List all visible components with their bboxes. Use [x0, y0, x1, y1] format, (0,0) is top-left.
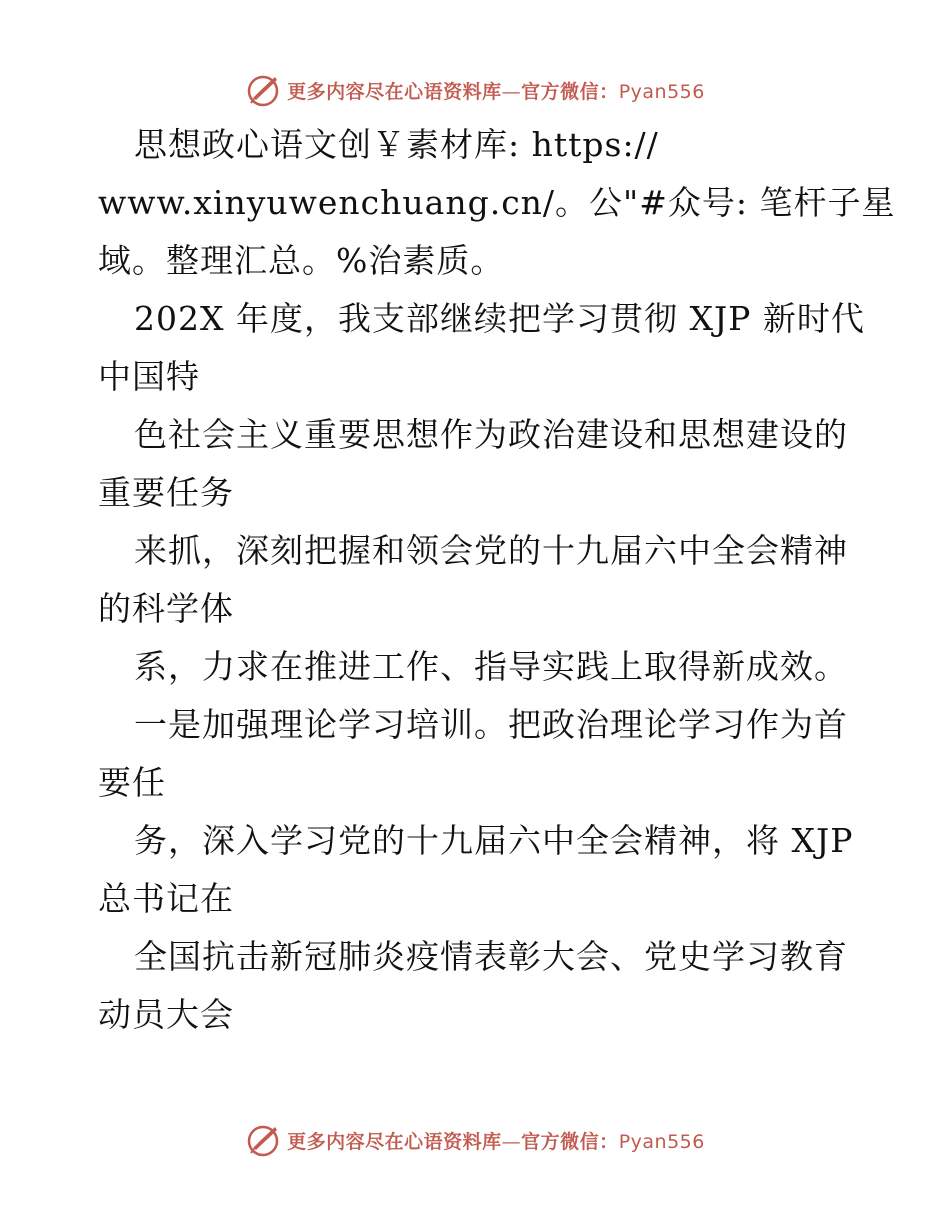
document-body	[98, 116, 896, 1044]
footer-banner	[0, 1120, 950, 1160]
banner-wechat-label: 官方微信：	[521, 80, 619, 103]
banner-wechat-id: Pyan556	[618, 80, 705, 103]
text-line: 色社会主义重要思想作为政治建设和思想建设的	[134, 415, 848, 454]
banner-main-text: 更多内容尽在心语资料库	[287, 1130, 502, 1153]
banner-wechat-id: Pyan556	[618, 1130, 705, 1153]
banner-dash: —	[501, 80, 522, 103]
text-line: 的科学体	[98, 589, 234, 628]
text-line: www.xinyuwenchuang.cn/。公"#众号: 笔杆子星	[98, 183, 896, 222]
text-line: 中国特	[98, 357, 200, 396]
text-line: 一是加强理论学习培训。把政治理论学习作为首	[134, 705, 848, 744]
header-banner	[0, 70, 950, 110]
text-line: 全国抗击新冠肺炎疫情表彰大会、党史学习教育	[134, 937, 848, 976]
text-line: 总书记在	[98, 879, 234, 918]
text-line: 重要任务	[98, 473, 234, 512]
banner-wechat-label: 官方微信：	[521, 1130, 619, 1153]
text-line: 系，力求在推进工作、指导实践上取得新成效。	[134, 647, 848, 686]
quill-pen-logo-icon	[245, 72, 281, 108]
banner-dash: —	[501, 1130, 522, 1153]
text-line: 动员大会	[98, 995, 234, 1034]
banner-text	[287, 1127, 705, 1154]
text-line: 域。整理汇总。%治素质。	[98, 241, 505, 280]
banner-text	[287, 77, 705, 104]
text-line: 202X 年度，我支部继续把学习贯彻 XJP 新时代	[134, 299, 865, 338]
text-line: 来抓，深刻把握和领会党的十九届六中全会精神	[134, 531, 848, 570]
text-line: 务，深入学习党的十九届六中全会精神，将 XJP	[134, 821, 854, 860]
quill-pen-logo-icon	[245, 1122, 281, 1158]
text-line: 思想政心语文创￥素材库: https://	[134, 125, 659, 164]
text-line: 要任	[98, 763, 166, 802]
banner-main-text: 更多内容尽在心语资料库	[287, 80, 502, 103]
